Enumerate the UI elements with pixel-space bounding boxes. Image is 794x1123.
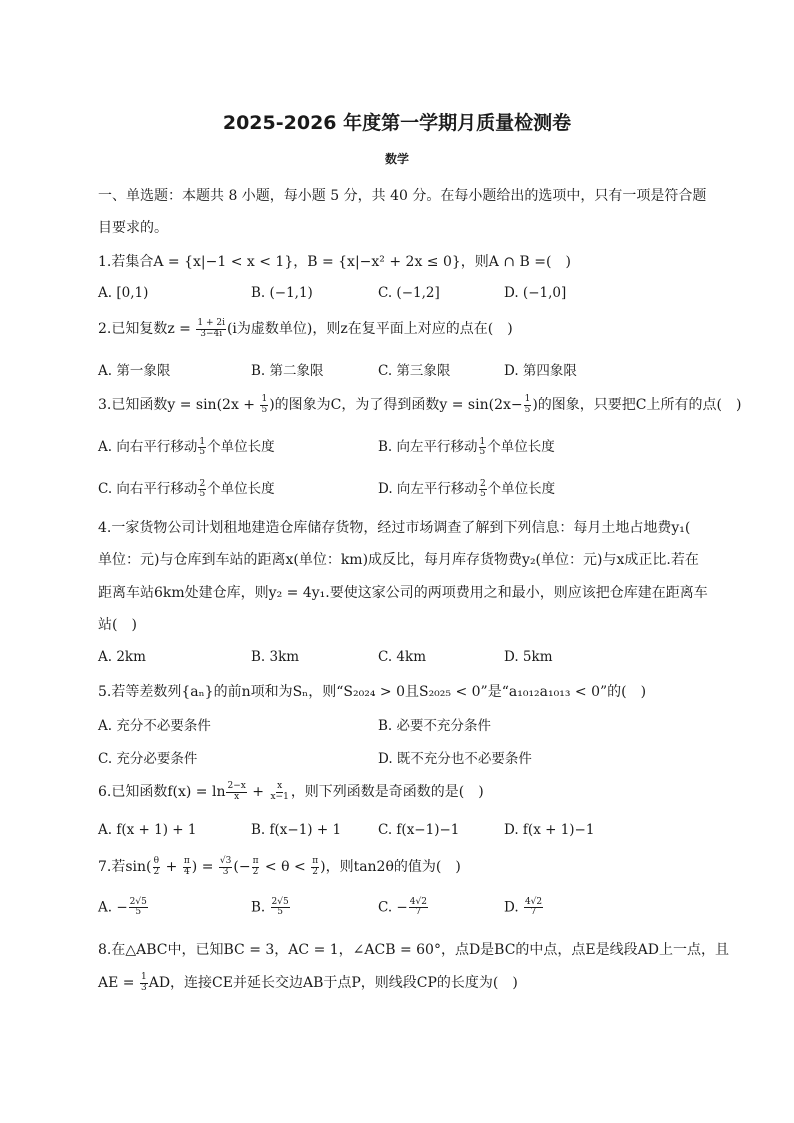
q3-b-num: 1	[479, 436, 486, 447]
q7-c-den: 7	[415, 907, 422, 918]
q3-a-post: 个单位长度	[207, 439, 275, 455]
q8-frac-den: 3	[140, 982, 147, 993]
q7-f5-num: π	[312, 856, 319, 867]
question-1-stem: 1.若集合A = {x|−1 < x < 1}，B = {x|−x² + 2x ≤ 0}，则A ∩ B =( )	[98, 254, 571, 270]
q1-option-d: D. (−1,0]	[504, 285, 567, 301]
q3-a-num: 1	[199, 436, 206, 447]
q3-f1-num: 1	[261, 394, 268, 405]
q6-part2: +	[247, 784, 269, 800]
q7-option-c	[378, 898, 429, 918]
q3-option-d	[378, 477, 555, 499]
q7-b-fraction	[271, 898, 290, 918]
q3-b-post: 个单位长度	[487, 439, 555, 455]
q5-option-b: B. 必要不充分条件	[378, 718, 492, 734]
q7-f5-den: 2	[312, 866, 319, 877]
q7-fraction-3	[219, 857, 232, 877]
q5-option-a: A. 充分不必要条件	[98, 718, 211, 734]
q3-d-post: 个单位长度	[487, 481, 556, 497]
q7-d-den: 7	[530, 907, 537, 918]
q7-a-pre: A. −	[98, 899, 128, 916]
q8-fraction	[140, 973, 148, 993]
q7-b-num: 2√5	[271, 897, 289, 907]
q6-option-c: C. f(x−1)−1	[378, 822, 460, 838]
q3-b-pre: B. 向左平行移动	[378, 439, 478, 455]
q6-f2-num: x	[277, 781, 283, 792]
q6-f1-den: x	[234, 791, 240, 802]
q7-b-pre: B.	[251, 899, 270, 916]
q3-d-num: 2	[479, 478, 486, 489]
q3-b-den: 5	[479, 447, 486, 457]
q3-c-pre: C. 向右平行移动	[98, 481, 198, 497]
q3-f2-den: 5	[524, 404, 531, 415]
q7-fraction-1	[153, 857, 161, 877]
question-4-line4: 站( )	[98, 617, 137, 633]
q3-part1: 3.已知函数y = sin(2x +	[98, 397, 260, 413]
q1-option-b: B. (−1,1)	[251, 285, 313, 301]
q8-l2-post: AD，连接CE并延长交边AB于点P，则线段CP的长度为( )	[148, 975, 518, 991]
q2-option-d: D. 第四象限	[504, 363, 577, 379]
q7-part2: +	[161, 859, 182, 875]
q5-option-d: D. 既不充分也不必要条件	[378, 751, 532, 767]
q2-frac-num: 1 + 2i	[197, 318, 225, 329]
q5-option-c: C. 充分必要条件	[98, 751, 198, 767]
q4-option-a: A. 2km	[98, 649, 146, 665]
q6-option-a: A. f(x + 1) + 1	[98, 822, 197, 838]
q7-option-d	[504, 898, 544, 918]
q2-option-a: A. 第一象限	[98, 363, 171, 379]
q6-part1: 6.已知函数f(x) = ln	[98, 784, 226, 800]
q1-option-a: A. [0,1)	[98, 285, 149, 301]
q2-prefix: 2.已知复数z =	[98, 321, 196, 337]
q3-a-den: 5	[199, 447, 206, 457]
q6-option-b: B. f(x−1) + 1	[251, 822, 342, 838]
q4-option-b: B. 3km	[251, 649, 300, 665]
q6-f1-num: 2−x	[227, 781, 246, 792]
q7-f3-den: 3	[222, 866, 229, 877]
q3-part2: )的图象为C，为了得到函数y = sin(2x−	[269, 397, 523, 413]
q3-c-den: 5	[199, 489, 206, 499]
q7-fraction-5	[311, 857, 319, 877]
q8-frac-num: 1	[140, 972, 147, 983]
q3-f2-num: 1	[524, 394, 531, 405]
q7-part4: (−	[233, 859, 251, 875]
q7-f2-num: π	[183, 856, 190, 867]
q4-option-d: D. 5km	[504, 649, 553, 665]
q7-option-b	[251, 898, 291, 918]
q7-part5: < θ <	[260, 859, 311, 875]
question-4-line3: 距离车站6km处建仓库，则y₂ = 4y₁.要使这家公司的两项费用之和最小，则应该把仓库建在距离车	[98, 585, 708, 601]
q7-a-den: 5	[135, 907, 142, 918]
q6-part3: ，则下列函数是奇函数的是( )	[290, 784, 484, 800]
q7-f2-den: 4	[183, 866, 190, 877]
q7-f1-num: θ	[153, 856, 160, 867]
question-3-stem	[98, 394, 741, 415]
q2-frac-den: 3−4i	[200, 328, 223, 339]
question-8-line1: 8.在△ABC中，已知BC = 3，AC = 1，∠ACB = 60°，点D是BC的中点，点E是线段AD上一点，且	[98, 942, 729, 958]
q7-option-a	[98, 898, 149, 918]
q2-option-b: B. 第二象限	[251, 363, 324, 379]
q7-fraction-4	[252, 857, 260, 877]
q2-suffix: (i为虚数单位)，则z在复平面上对应的点在( )	[226, 321, 513, 337]
q7-d-num: 4√2	[524, 897, 543, 907]
q7-fraction-2	[183, 857, 191, 877]
q3-f1-den: 5	[261, 404, 268, 415]
q7-part6: )，则tan2θ的值为( )	[320, 859, 461, 875]
question-2-stem	[98, 318, 513, 339]
q3-a-fraction	[198, 438, 206, 458]
q3-part3: )的图象，只要把C上所有的点( )	[532, 397, 742, 413]
q2-fraction	[196, 319, 226, 339]
q6-fraction-2	[269, 782, 289, 802]
q3-option-b	[378, 435, 555, 457]
q7-b-den: 5	[277, 907, 283, 918]
q6-option-d: D. f(x + 1)−1	[504, 822, 595, 838]
q3-fraction-1	[260, 395, 268, 415]
q7-f1-den: 2	[153, 866, 160, 877]
q7-c-fraction	[409, 898, 428, 918]
q7-f3-num: √3	[219, 856, 232, 867]
q3-a-pre: A. 向右平行移动	[98, 439, 198, 455]
q7-f4-num: π	[252, 856, 259, 867]
q3-c-num: 2	[199, 478, 206, 489]
q7-part1: 7.若sin(	[98, 859, 152, 875]
question-7-stem	[98, 856, 461, 877]
q7-c-pre: C. −	[378, 899, 408, 916]
q3-d-fraction	[479, 480, 487, 500]
q8-l2-pre: AE =	[98, 975, 139, 991]
q3-c-fraction	[198, 480, 206, 500]
q2-option-c: C. 第三象限	[378, 363, 451, 379]
question-6-stem	[98, 781, 484, 802]
q7-a-fraction	[129, 898, 148, 918]
question-4-line2: 单位：元)与仓库到车站的距离x(单位：km)成反比，每月库存货物费y₂(单位：元)与x成正比.若在	[98, 552, 699, 568]
q7-part3: ) =	[191, 859, 218, 875]
q1-option-c: C. (−1,2]	[378, 285, 440, 301]
q3-fraction-2	[524, 395, 532, 415]
q7-a-num: 2√5	[129, 897, 147, 907]
q3-b-fraction	[479, 438, 487, 458]
subject-label: 数学	[384, 152, 409, 166]
question-8-line2	[98, 972, 518, 993]
q7-d-pre: D.	[504, 899, 523, 916]
q4-option-c: C. 4km	[378, 649, 427, 665]
question-4-line1: 4.一家货物公司计划租地建造仓库储存货物，经过市场调查了解到下列信息：每月土地占地费y₁(	[98, 520, 691, 536]
section-heading-line2: 目要求的。	[98, 220, 168, 236]
q6-fraction-1	[226, 782, 246, 802]
q3-c-post: 个单位长度	[207, 481, 275, 497]
q7-c-num: 4√2	[409, 897, 427, 907]
section-heading-line1: 一、单选题：本题共 8 小题，每小题 5 分，共 40 分。在每小题给出的选项中，只有一项是符合题	[98, 188, 707, 204]
q3-d-den: 5	[479, 489, 486, 499]
q3-d-pre: D. 向左平行移动	[378, 481, 478, 497]
q7-f4-den: 2	[252, 866, 259, 877]
q3-option-c	[98, 477, 275, 499]
exam-title: 2025-2026 年度第一学期月质量检测卷	[222, 112, 572, 134]
q6-f2-den: x−1	[270, 791, 289, 802]
q7-d-fraction	[524, 898, 543, 918]
q3-option-a	[98, 435, 275, 457]
question-5-stem: 5.若等差数列{aₙ}的前n项和为Sₙ，则“S₂₀₂₄ > 0且S₂₀₂₅ < 0”是“a₁₀₁₂a₁₀₁₃ < 0”的( )	[98, 684, 647, 700]
